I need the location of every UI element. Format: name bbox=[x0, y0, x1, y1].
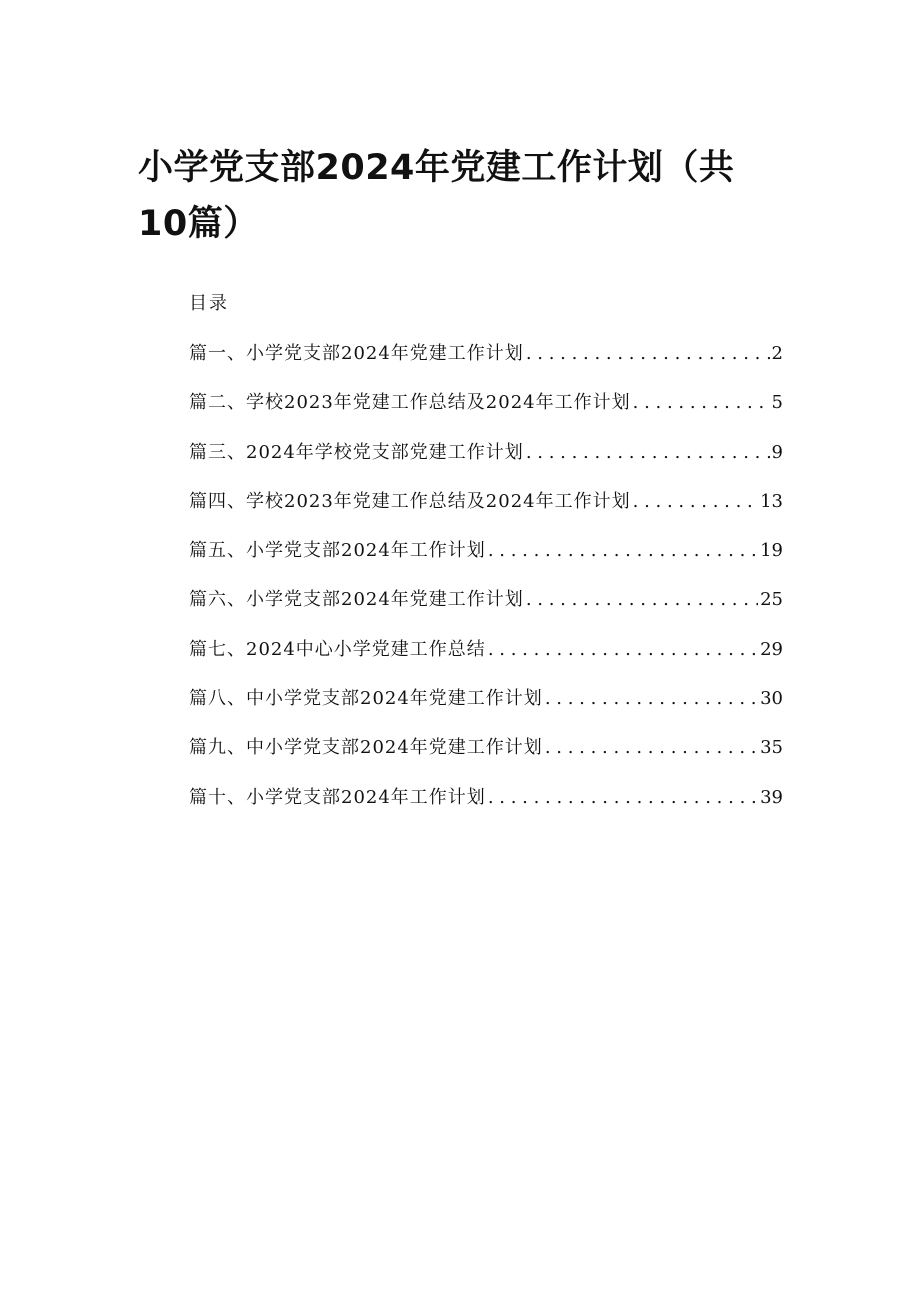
toc-heading: 目录 bbox=[189, 293, 229, 314]
toc-entry-label: 篇八、中小学党支部2024年党建工作计划 bbox=[189, 688, 543, 710]
toc-page-number: 30 bbox=[760, 688, 783, 710]
toc-dot-leader bbox=[526, 340, 770, 368]
document-title: 小学党支部2024年党建工作计划（共10篇） bbox=[138, 148, 735, 244]
toc-entry-8[interactable] bbox=[189, 685, 783, 734]
toc-entry-label: 篇五、小学党支部2024年工作计划 bbox=[189, 540, 486, 562]
toc-page-number: 9 bbox=[771, 441, 783, 463]
toc-dot-leader bbox=[526, 439, 770, 467]
toc-dot-leader bbox=[545, 734, 758, 762]
toc-dot-leader bbox=[526, 586, 758, 614]
toc-page-number: 29 bbox=[760, 638, 783, 660]
table-of-contents bbox=[189, 340, 783, 833]
toc-dot-leader bbox=[488, 784, 758, 812]
toc-entry-4[interactable] bbox=[189, 488, 783, 537]
toc-dot-leader bbox=[633, 389, 770, 417]
toc-entry-5[interactable] bbox=[189, 537, 783, 586]
toc-page-number: 25 bbox=[760, 589, 783, 611]
toc-entry-7[interactable] bbox=[189, 636, 783, 685]
toc-page-number: 39 bbox=[760, 786, 783, 808]
toc-entry-label: 篇六、小学党支部2024年党建工作计划 bbox=[189, 589, 524, 611]
toc-entry-label: 篇十、小学党支部2024年工作计划 bbox=[189, 786, 486, 808]
toc-entry-label: 篇九、中小学党支部2024年党建工作计划 bbox=[189, 737, 543, 759]
toc-entry-label: 篇三、2024年学校党支部党建工作计划 bbox=[189, 441, 524, 463]
toc-dot-leader bbox=[488, 537, 758, 565]
toc-entry-label: 篇四、学校2023年党建工作总结及2024年工作计划 bbox=[189, 490, 631, 512]
toc-entry-1[interactable] bbox=[189, 340, 783, 389]
toc-dot-leader bbox=[488, 636, 758, 664]
toc-dot-leader bbox=[633, 488, 758, 516]
toc-page-number: 2 bbox=[771, 343, 783, 364]
toc-page-number: 19 bbox=[760, 540, 783, 562]
toc-entry-label: 篇二、学校2023年党建工作总结及2024年工作计划 bbox=[189, 392, 631, 414]
toc-dot-leader bbox=[545, 685, 758, 713]
toc-entry-label: 篇一、小学党支部2024年党建工作计划 bbox=[189, 343, 524, 364]
toc-page-number: 35 bbox=[760, 737, 783, 759]
toc-entry-label: 篇七、2024中心小学党建工作总结 bbox=[189, 638, 486, 660]
toc-entry-2[interactable] bbox=[189, 389, 783, 438]
toc-entry-10[interactable] bbox=[189, 784, 783, 833]
toc-entry-9[interactable] bbox=[189, 734, 783, 783]
toc-page-number: 13 bbox=[760, 490, 783, 512]
toc-entry-6[interactable] bbox=[189, 586, 783, 635]
toc-entry-3[interactable] bbox=[189, 439, 783, 488]
toc-page-number: 5 bbox=[771, 392, 783, 414]
